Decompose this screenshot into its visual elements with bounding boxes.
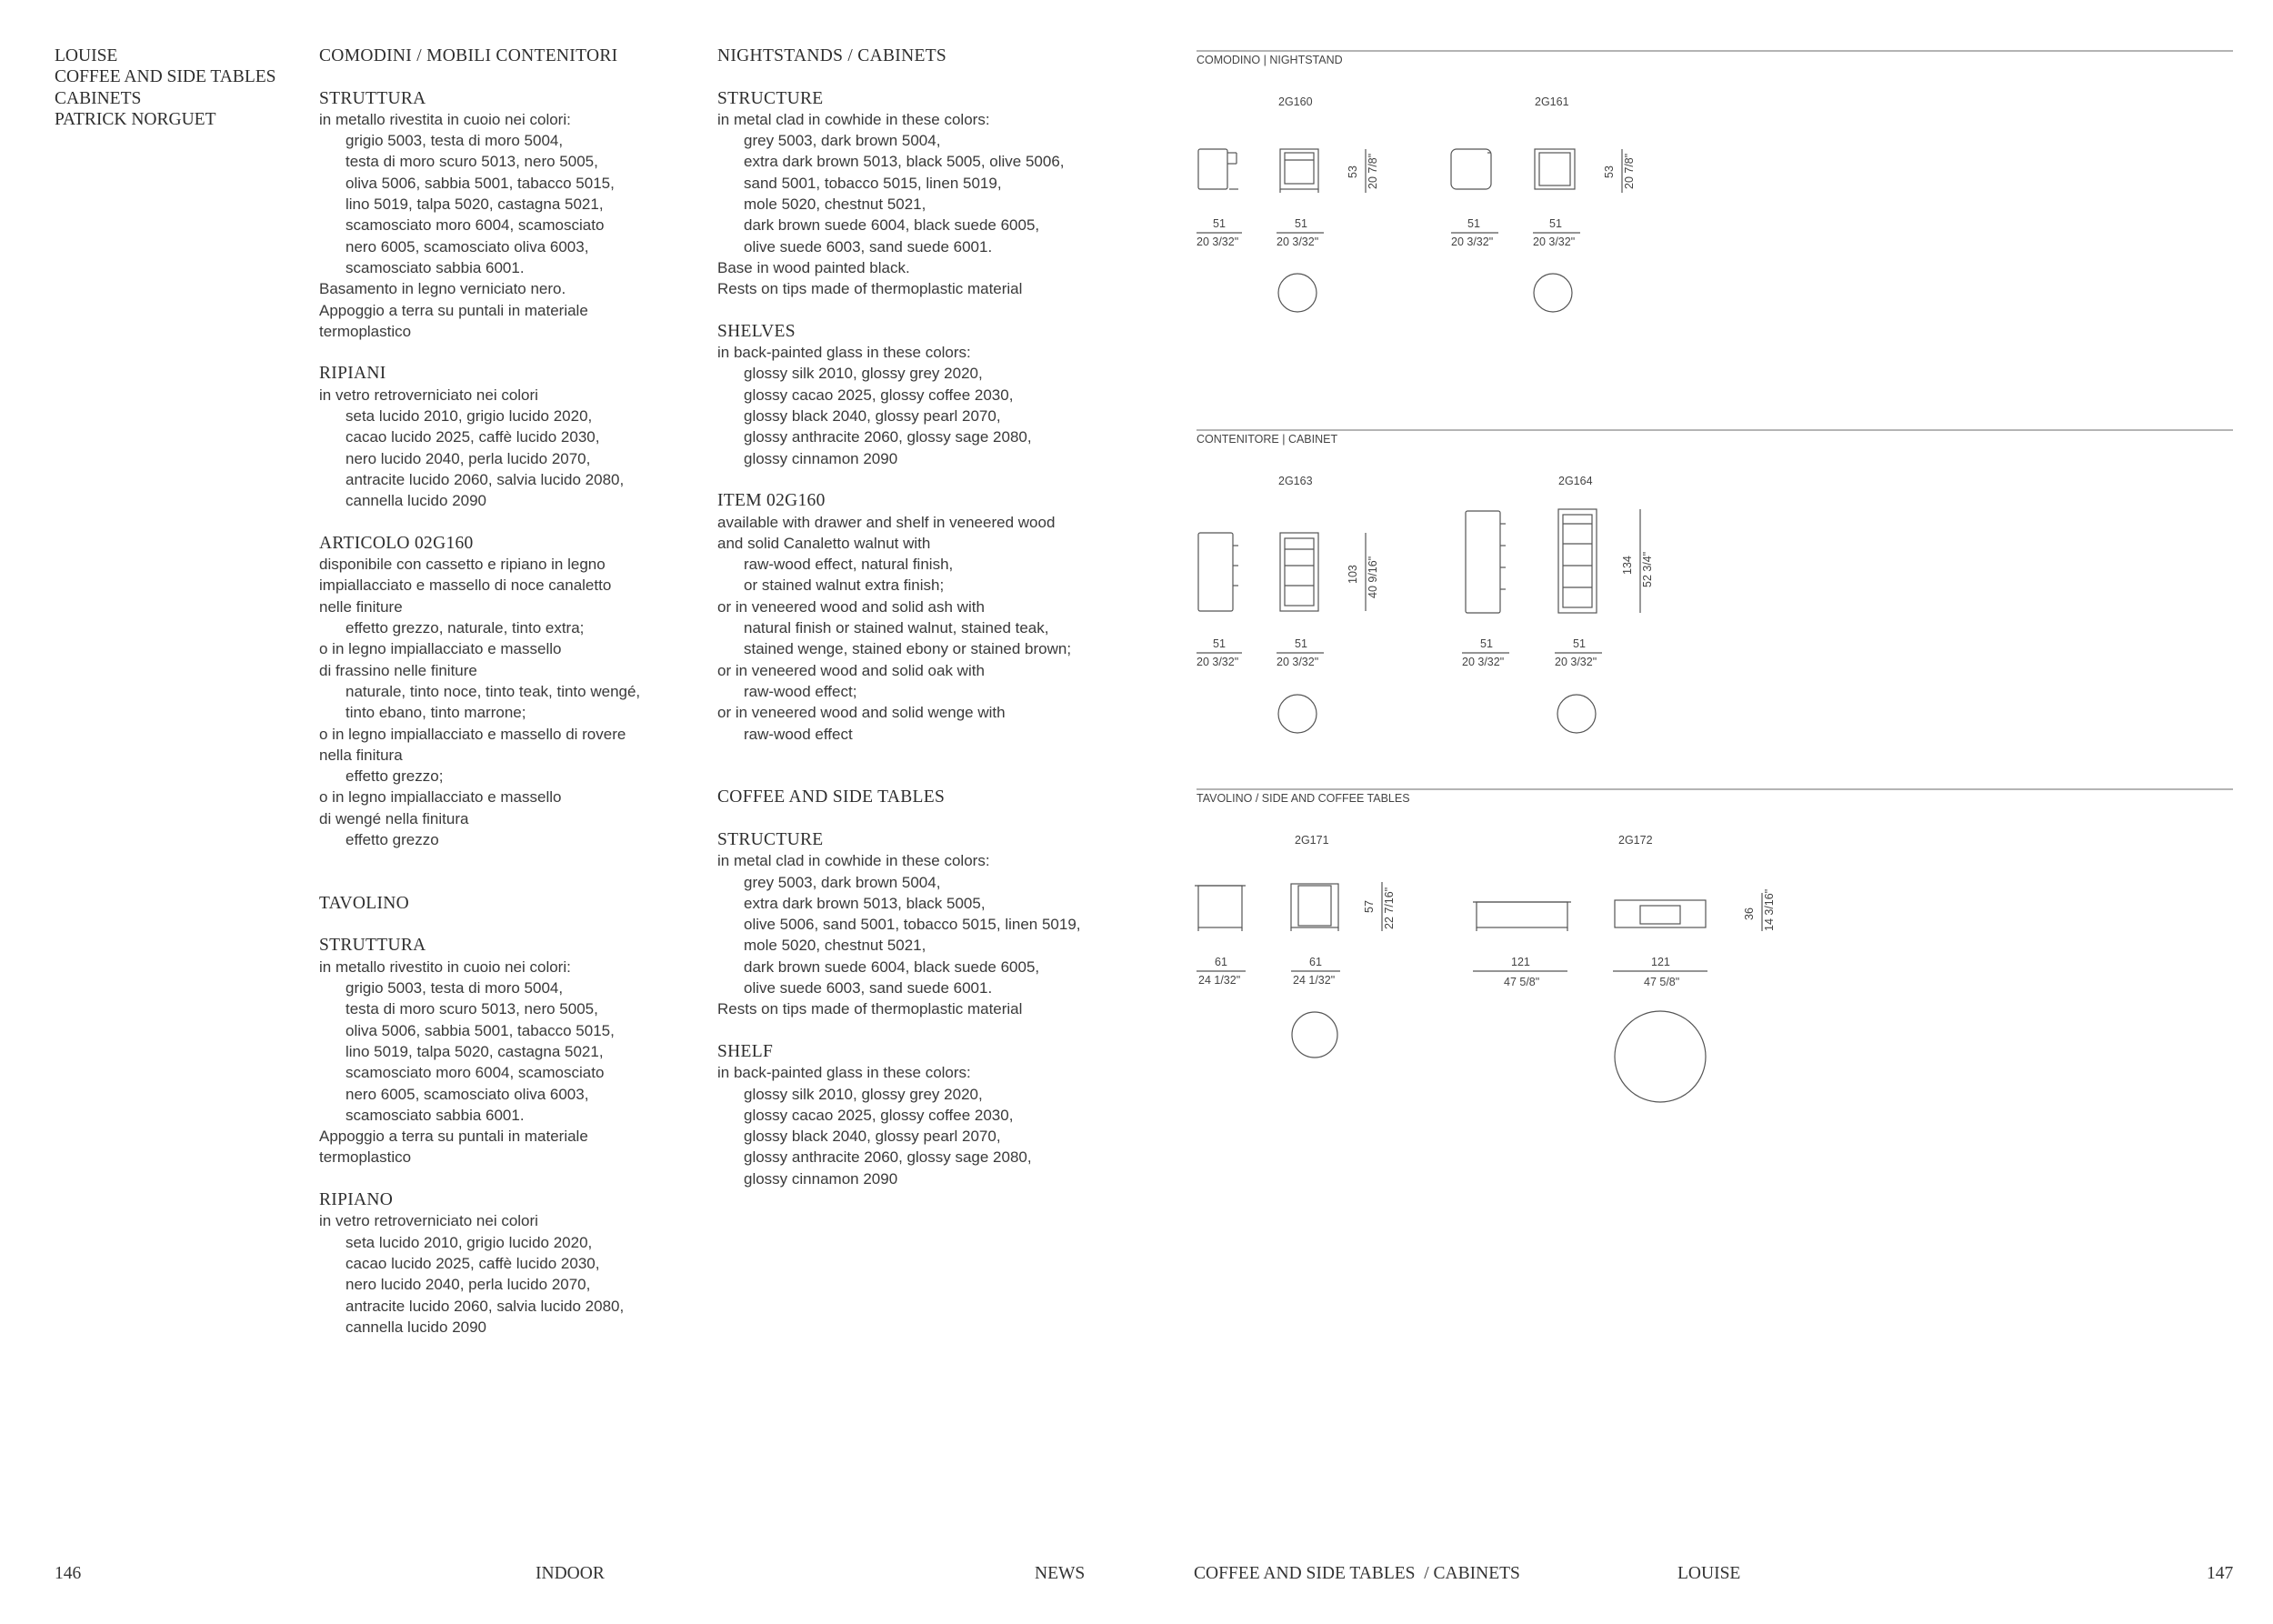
svg-text:24 1/32": 24 1/32" (1293, 974, 1336, 987)
spec-line-indented: glossy anthracite 2060, glossy sage 2080, (744, 428, 1032, 446)
cabinet-front-view (1280, 533, 1318, 611)
section-title: CONTENITORE | CABINET (1197, 433, 1338, 446)
spec-line: nella finitura (319, 746, 403, 764)
svg-text:61: 61 (1215, 956, 1227, 968)
spec-line: in metal clad in cowhide in these colors: (717, 110, 990, 128)
spec-line-indented: testa di moro scuro 5013, nero 5005, (345, 153, 598, 171)
section-title: TAVOLINO / SIDE AND COFFEE TABLES (1197, 792, 1410, 805)
spec-line-indented: glossy cinnamon 2090 (744, 449, 898, 467)
footer-section: INDOOR (536, 1564, 605, 1583)
spec-line-indented: grey 5003, dark brown 5004, (744, 873, 941, 891)
spec-line: impiallacciato e massello di noce canaletto (319, 576, 612, 595)
spec-line-indented: grey 5003, dark brown 5004, (744, 132, 941, 150)
spec-line-indented: nero 6005, scamosciato oliva 6003, (345, 237, 589, 256)
spec-line: o in legno impiallacciato e massello (319, 788, 562, 807)
height-cm: 57 (1363, 900, 1376, 913)
spec-line-indented: mole 5020, chestnut 5021, (744, 937, 926, 955)
section-heading: COFFEE AND SIDE TABLES (717, 787, 946, 807)
spec-line-indented: extra dark brown 5013, black 5005, (744, 894, 986, 912)
spacer (319, 850, 640, 893)
spec-line-indented: grigio 5003, testa di moro 5004, (345, 132, 564, 150)
page-number-left: 146 (55, 1564, 82, 1583)
brand-line: LOUISE (55, 46, 118, 65)
section-heading: SHELF (717, 1041, 774, 1061)
section-heading: ITEM 02G160 (717, 491, 826, 511)
spec-line: Rests on tips made of thermoplastic material (717, 280, 1023, 298)
technical-drawings (1182, 36, 2255, 1128)
spec-line-indented: nero lucido 2040, perla lucido 2070, (345, 1276, 591, 1294)
brand-line: PATRICK NORGUET (55, 109, 216, 129)
plan-view (1292, 1012, 1337, 1058)
width-labels (1197, 956, 1707, 988)
svg-text:51: 51 (1549, 217, 1562, 230)
spec-line-indented: testa di moro scuro 5013, nero 5005, (345, 1000, 598, 1018)
height-cm: 103 (1347, 565, 1359, 584)
section-heading: NIGHTSTANDS / CABINETS (717, 46, 947, 65)
spec-line: in metal clad in cowhide in these colors: (717, 852, 990, 870)
spec-line-indented: nero lucido 2040, perla lucido 2070, (345, 449, 591, 467)
spec-line: in vetro retroverniciato nei colori (319, 1212, 538, 1230)
spec-line-indented: oliva 5006, sabbia 5001, tabacco 5015, (345, 1021, 615, 1039)
spec-line-indented: cannella lucido 2090 (345, 492, 487, 510)
spec-line: o in legno impiallacciato e massello di rovere (319, 725, 626, 743)
spec-line-indented: glossy black 2040, glossy pearl 2070, (744, 1128, 1001, 1146)
spec-line-indented: scamosciato moro 6004, scamosciato (345, 216, 605, 235)
spec-line-indented: extra dark brown 5013, black 5005, olive 5006, (744, 153, 1065, 171)
section-heading: STRUCTURE (717, 88, 824, 108)
spec-line: o in legno impiallacciato e massello (319, 640, 562, 658)
page-number-right: 147 (2207, 1564, 2234, 1583)
spec-line-indented: grigio 5003, testa di moro 5004, (345, 979, 564, 997)
spec-line-indented: lino 5019, talpa 5020, castagna 5021, (345, 195, 604, 214)
side-table-side-view (1195, 886, 1246, 931)
svg-text:20 3/32": 20 3/32" (1277, 236, 1319, 248)
spec-line-indented: natural finish or stained walnut, stained teak, (744, 619, 1049, 637)
section-heading: STRUTTURA (319, 88, 426, 108)
product-code: 2G163 (1278, 475, 1313, 487)
nightstand-front-view (1280, 149, 1318, 193)
spec-line-indented: raw-wood effect; (744, 682, 857, 700)
spec-line: or in veneered wood and solid oak with (717, 661, 985, 679)
italian-spec-column (319, 45, 640, 1338)
product-code: 2G171 (1295, 834, 1329, 847)
spec-line: nelle finiture (319, 597, 403, 616)
plan-view (1615, 1011, 1706, 1102)
spec-line: in vetro retroverniciato nei colori (319, 386, 538, 404)
section-heading: COMODINI / MOBILI CONTENITORI (319, 46, 618, 65)
section-heading: RIPIANO (319, 1190, 394, 1210)
spec-line-indented: cacao lucido 2025, caffè lucido 2030, (345, 1254, 600, 1272)
side-table-front-view (1291, 884, 1338, 931)
spacer (319, 66, 640, 87)
spec-line: di frassino nelle finiture (319, 661, 477, 679)
spec-line: Rests on tips made of thermoplastic material (717, 1000, 1023, 1018)
spacer (717, 808, 1081, 829)
spacer (319, 1168, 640, 1189)
spacer (319, 512, 640, 533)
height-cm: 53 (1347, 165, 1359, 178)
spec-line-indented: olive suede 6003, sand suede 6001. (744, 237, 993, 256)
section-heading: ARTICOLO 02G160 (319, 533, 474, 553)
width-labels (1197, 217, 1580, 248)
footer-collection: COFFEE AND SIDE TABLES / CABINETS (1194, 1564, 1520, 1583)
section-heading: STRUCTURE (717, 829, 824, 849)
spec-line-indented: olive suede 6003, sand suede 6001. (744, 979, 993, 997)
plan-view (1534, 274, 1572, 312)
coffee-table-front-view (1615, 900, 1706, 927)
coffee-table-side-view (1473, 902, 1571, 931)
cabinet-front-view (1558, 509, 1597, 613)
spec-line-indented: cacao lucido 2025, caffè lucido 2030, (345, 428, 600, 446)
spec-line: in metallo rivestita in cuoio nei colori: (319, 110, 571, 128)
spec-line: or in veneered wood and solid ash with (717, 597, 985, 616)
spec-line-indented: antracite lucido 2060, salvia lucido 2080, (345, 470, 625, 488)
svg-text:20 3/32": 20 3/32" (1533, 236, 1576, 248)
svg-text:20 3/32": 20 3/32" (1462, 656, 1505, 668)
spec-line-indented: dark brown suede 6004, black suede 6005, (744, 216, 1040, 235)
spec-line-indented: raw-wood effect, natural finish, (744, 556, 954, 574)
svg-text:20 3/32": 20 3/32" (1451, 236, 1494, 248)
spec-line-indented: mole 5020, chestnut 5021, (744, 195, 926, 214)
spec-line-indented: glossy silk 2010, glossy grey 2020, (744, 1085, 983, 1103)
section-heading: TAVOLINO (319, 893, 410, 913)
brand-block (55, 45, 275, 130)
spec-line-indented: effetto grezzo; (345, 767, 444, 786)
spec-line-indented: tinto ebano, tinto marrone; (345, 704, 526, 722)
spec-line: disponibile con cassetto e ripiano in legno (319, 556, 606, 574)
product-code: 2G172 (1618, 834, 1653, 847)
svg-text:51: 51 (1295, 637, 1307, 650)
height-cm: 36 (1743, 907, 1756, 920)
spec-line-indented: lino 5019, talpa 5020, castagna 5021, (345, 1042, 604, 1060)
svg-text:121: 121 (1651, 956, 1670, 968)
spec-line-indented: olive 5006, sand 5001, tobacco 5015, linen 5019, (744, 916, 1081, 934)
spacer (717, 1020, 1081, 1041)
spec-line: termoplastico (319, 1148, 412, 1167)
spec-line: in back-painted glass in these colors: (717, 1064, 971, 1082)
spec-line-indented: antracite lucido 2060, salvia lucido 2080, (345, 1297, 625, 1315)
nightstand-side-view (1451, 149, 1491, 189)
svg-text:51: 51 (1213, 637, 1226, 650)
brand-line: COFFEE AND SIDE TABLES (55, 67, 276, 87)
nightstand-side-view (1198, 149, 1238, 189)
section-heading: SHELVES (717, 321, 796, 341)
height-in: 22 7/16" (1383, 887, 1396, 929)
spec-line-indented: glossy cacao 2025, glossy coffee 2030, (744, 386, 1014, 404)
spec-line-indented: glossy black 2040, glossy pearl 2070, (744, 407, 1001, 426)
spec-line: di wengé nella finitura (319, 809, 469, 827)
svg-text:24 1/32": 24 1/32" (1198, 974, 1241, 987)
spec-line: Appoggio a terra su puntali in materiale (319, 301, 588, 319)
cabinet-side-view (1466, 511, 1506, 613)
svg-text:20 3/32": 20 3/32" (1277, 656, 1319, 668)
spec-line: Basamento in legno verniciato nero. (319, 280, 566, 298)
svg-text:121: 121 (1511, 956, 1530, 968)
footer-news: NEWS (1035, 1564, 1086, 1583)
svg-text:51: 51 (1480, 637, 1493, 650)
spec-line-indented: seta lucido 2010, grigio lucido 2020, (345, 1233, 593, 1251)
spec-line-indented: dark brown suede 6004, black suede 6005, (744, 957, 1040, 976)
nightstand-front-view (1535, 149, 1575, 189)
svg-text:47 5/8": 47 5/8" (1644, 976, 1680, 988)
spacer (717, 66, 1081, 87)
spec-line-indented: seta lucido 2010, grigio lucido 2020, (345, 407, 593, 426)
height-in: 14 3/16" (1763, 888, 1776, 931)
height-cm: 134 (1621, 556, 1634, 575)
spec-line-indented: glossy cacao 2025, glossy coffee 2030, (744, 1106, 1014, 1124)
spec-line-indented: glossy cinnamon 2090 (744, 1169, 898, 1188)
svg-text:51: 51 (1213, 217, 1226, 230)
plan-view (1278, 695, 1317, 733)
spec-line: in back-painted glass in these colors: (717, 344, 971, 362)
spec-line-indented: cannella lucido 2090 (345, 1318, 487, 1336)
spec-line-indented: effetto grezzo, naturale, tinto extra; (345, 619, 585, 637)
section-title: COMODINO | NIGHTSTAND (1197, 54, 1343, 66)
svg-text:51: 51 (1295, 217, 1307, 230)
brand-line: CABINETS (55, 88, 142, 108)
svg-text:20 3/32": 20 3/32" (1197, 656, 1239, 668)
height-in: 40 9/16" (1367, 556, 1379, 598)
svg-text:61: 61 (1309, 956, 1322, 968)
spacer (319, 914, 640, 935)
product-code: 2G161 (1535, 95, 1569, 108)
spec-line-indented: glossy silk 2010, glossy grey 2020, (744, 365, 983, 383)
product-code: 2G164 (1558, 475, 1593, 487)
height-cm: 53 (1603, 165, 1616, 178)
spec-line-indented: effetto grezzo (345, 830, 439, 848)
section-heading: STRUTTURA (319, 936, 426, 956)
svg-text:47 5/8": 47 5/8" (1504, 976, 1540, 988)
spec-line: or in veneered wood and solid wenge with (717, 704, 1006, 722)
spec-line: available with drawer and shelf in veneered wood (717, 513, 1056, 531)
section-heading: RIPIANI (319, 364, 386, 384)
spec-line-indented: glossy anthracite 2060, glossy sage 2080, (744, 1148, 1032, 1167)
svg-text:51: 51 (1467, 217, 1480, 230)
plan-view (1557, 695, 1596, 733)
spec-line: Base in wood painted black. (717, 258, 910, 276)
spec-line-indented: scamosciato sabbia 6001. (345, 1106, 525, 1124)
product-code: 2G160 (1278, 95, 1313, 108)
svg-text:20 3/32": 20 3/32" (1197, 236, 1239, 248)
spacer (717, 469, 1081, 490)
height-in: 20 7/8" (1623, 153, 1636, 189)
plan-view (1278, 274, 1317, 312)
svg-text:20 3/32": 20 3/32" (1555, 656, 1597, 668)
height-in: 20 7/8" (1367, 153, 1379, 189)
spec-line-indented: or stained walnut extra finish; (744, 576, 945, 595)
spec-line-indented: oliva 5006, sabbia 5001, tabacco 5015, (345, 174, 615, 192)
spec-line-indented: raw-wood effect (744, 725, 853, 743)
spec-line-indented: sand 5001, tobacco 5015, linen 5019, (744, 174, 1002, 192)
spacer (319, 342, 640, 363)
spec-line-indented: stained wenge, stained ebony or stained brown; (744, 640, 1072, 658)
spacer (717, 300, 1081, 321)
spec-line: Appoggio a terra su puntali in materiale (319, 1128, 588, 1146)
svg-text:51: 51 (1573, 637, 1586, 650)
english-spec-column (717, 45, 1081, 1189)
spec-line-indented: scamosciato moro 6004, scamosciato (345, 1064, 605, 1082)
footer-brand: LOUISE (1677, 1564, 1741, 1583)
spec-line-indented: naturale, tinto noce, tinto teak, tinto wengé, (345, 682, 641, 700)
height-in: 52 3/4" (1641, 551, 1654, 587)
spec-line: termoplastico (319, 322, 412, 340)
spec-line-indented: nero 6005, scamosciato oliva 6003, (345, 1085, 589, 1103)
width-labels (1197, 637, 1602, 668)
cabinet-side-view (1198, 533, 1238, 611)
spacer (717, 745, 1081, 787)
spec-line-indented: scamosciato sabbia 6001. (345, 258, 525, 276)
spec-line: in metallo rivestito in cuoio nei colori: (319, 957, 571, 976)
spec-line: and solid Canaletto walnut with (717, 534, 931, 552)
